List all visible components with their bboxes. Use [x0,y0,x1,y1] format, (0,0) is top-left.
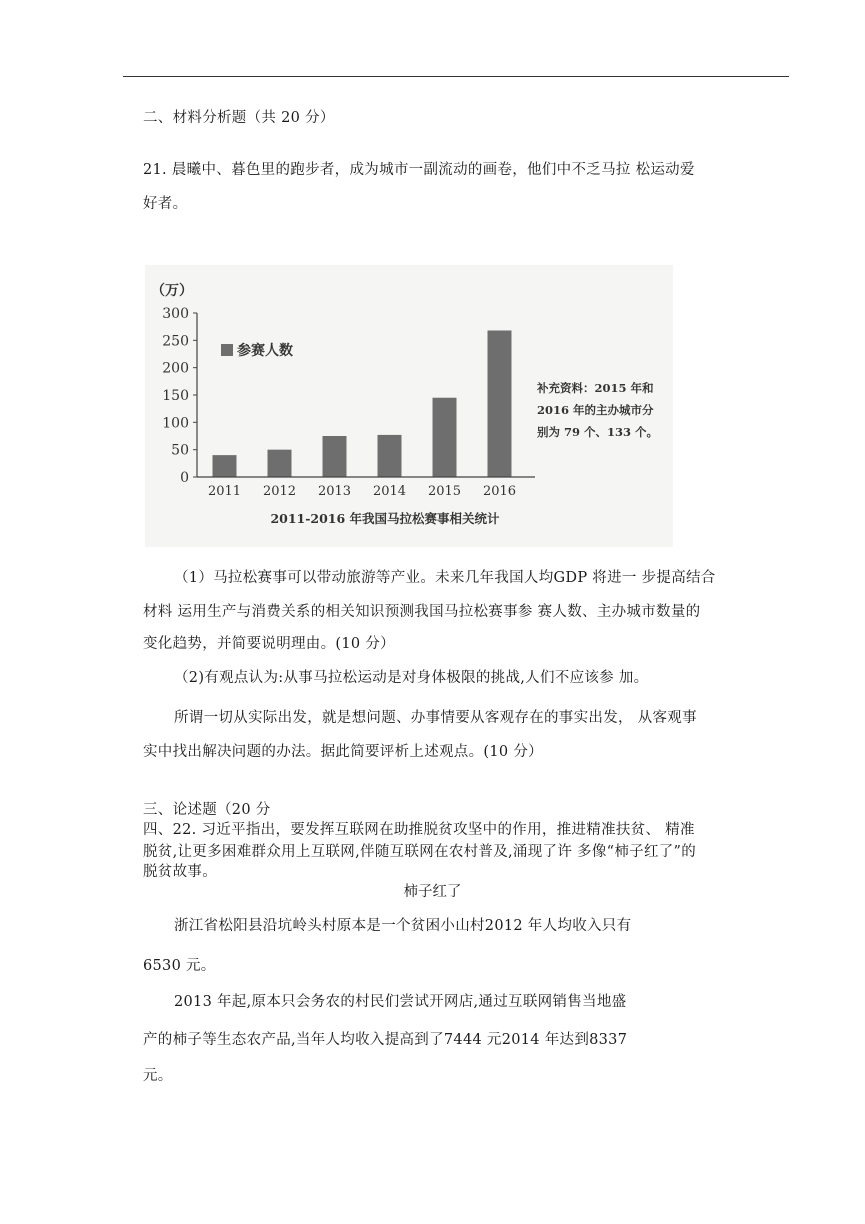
header-rule [123,76,789,77]
x-tick-label: 2011 [207,484,242,499]
sub-question-2-quote-end: 实中找出解决问题的办法。据此简要评析上述观点。(10 分） [143,744,543,760]
annotation-line-3: 别为 79 个、133 个。 [537,425,659,439]
story-paragraph-2-end: 元。 [143,1068,173,1084]
x-tick-label: 2014 [372,484,407,499]
y-tick-label: 300 [162,306,189,322]
sub-question-1-text-end: 变化趋势，并简要说明理由。(10 分） [143,636,395,652]
question-21-text: 21. 晨曦中、暮色里的跑步者，成为城市一副流动的画卷，他们中不乏马拉 松运动爱 [143,162,695,178]
x-tick-label: 2012 [262,484,297,499]
legend-label: 参赛人数 [237,343,293,359]
question-21-text-cont: 好者。 [143,196,188,212]
marathon-chart-figure [145,245,675,554]
annotation-line-2: 2016 年的主办城市分 [537,403,654,417]
section-heading-material: 二、材料分析题（共 20 分） [143,110,335,126]
x-tick-label: 2015 [427,484,462,499]
chart-title: 2011-2016 年我国马拉松赛事相关统计 [270,511,500,526]
sub-question-1-text-cont: 材料 运用生产与消费关系的相关知识预测我国马拉松赛事参 赛人数、主办城市数量的 [143,604,701,620]
annotation-line-1: 补充资料：2015 年和 [537,381,654,395]
story-paragraph-1-cont: 6530 元。 [143,958,216,974]
bar-2015 [433,398,457,477]
bar-2011 [213,455,237,477]
story-paragraph-2-cont: 产的柿子等生态农产品,当年人均收入提高到了7444 元2014 年达到8337 [143,1032,628,1048]
bar-2012 [268,450,292,477]
legend-swatch [221,344,233,356]
sub-question-2-text: （2)有观点认为:从事马拉松运动是对身体极限的挑战,人们不应该参 加。 [174,670,649,686]
marathon-bar-chart [145,245,675,550]
y-tick-label: 0 [180,470,189,486]
question-22-text-cont: 脱贫,让更多困难群众用上互联网,伴随互联网在农村普及,涌现了许 多像“柿子红了”的 [143,844,697,860]
story-title: 柿子红了 [403,884,462,900]
y-tick-label: 200 [162,360,189,377]
y-tick-label: 250 [162,333,189,350]
sub-question-2-quote: 所谓一切从实际出发，就是想问题、办事情要从客观存在的事实出发， 从客观事 [174,710,697,726]
sub-question-1-text: （1）马拉松赛事可以带动旅游等产业。未来几年我国人均GDP 将进一 步提高结合 [174,570,716,586]
section-heading-essay: 三、论述题（20 分 [143,802,271,818]
question-22-text-end: 脱贫故事。 [143,864,217,880]
story-paragraph-1: 浙江省松阳县沿坑岭头村原本是一个贫困小山村2012 年人均收入只有 [174,918,632,934]
question-22-text: 四、22. 习近平指出，要发挥互联网在助推脱贫攻坚中的作用，推进精准扶贫、 精准 [143,822,695,838]
x-tick-label: 2013 [317,484,352,499]
y-tick-label: 150 [162,388,189,404]
bar-2013 [323,436,347,477]
y-tick-label: 100 [162,415,189,432]
x-tick-label: 2016 [482,484,517,499]
y-unit-label: （万） [151,283,193,299]
story-paragraph-2: 2013 年起,原本只会务农的村民们尝试开网店,通过互联网销售当地盛 [174,994,627,1010]
bar-2014 [378,435,402,477]
y-tick-label: 50 [171,442,189,459]
bar-2016 [488,330,512,477]
